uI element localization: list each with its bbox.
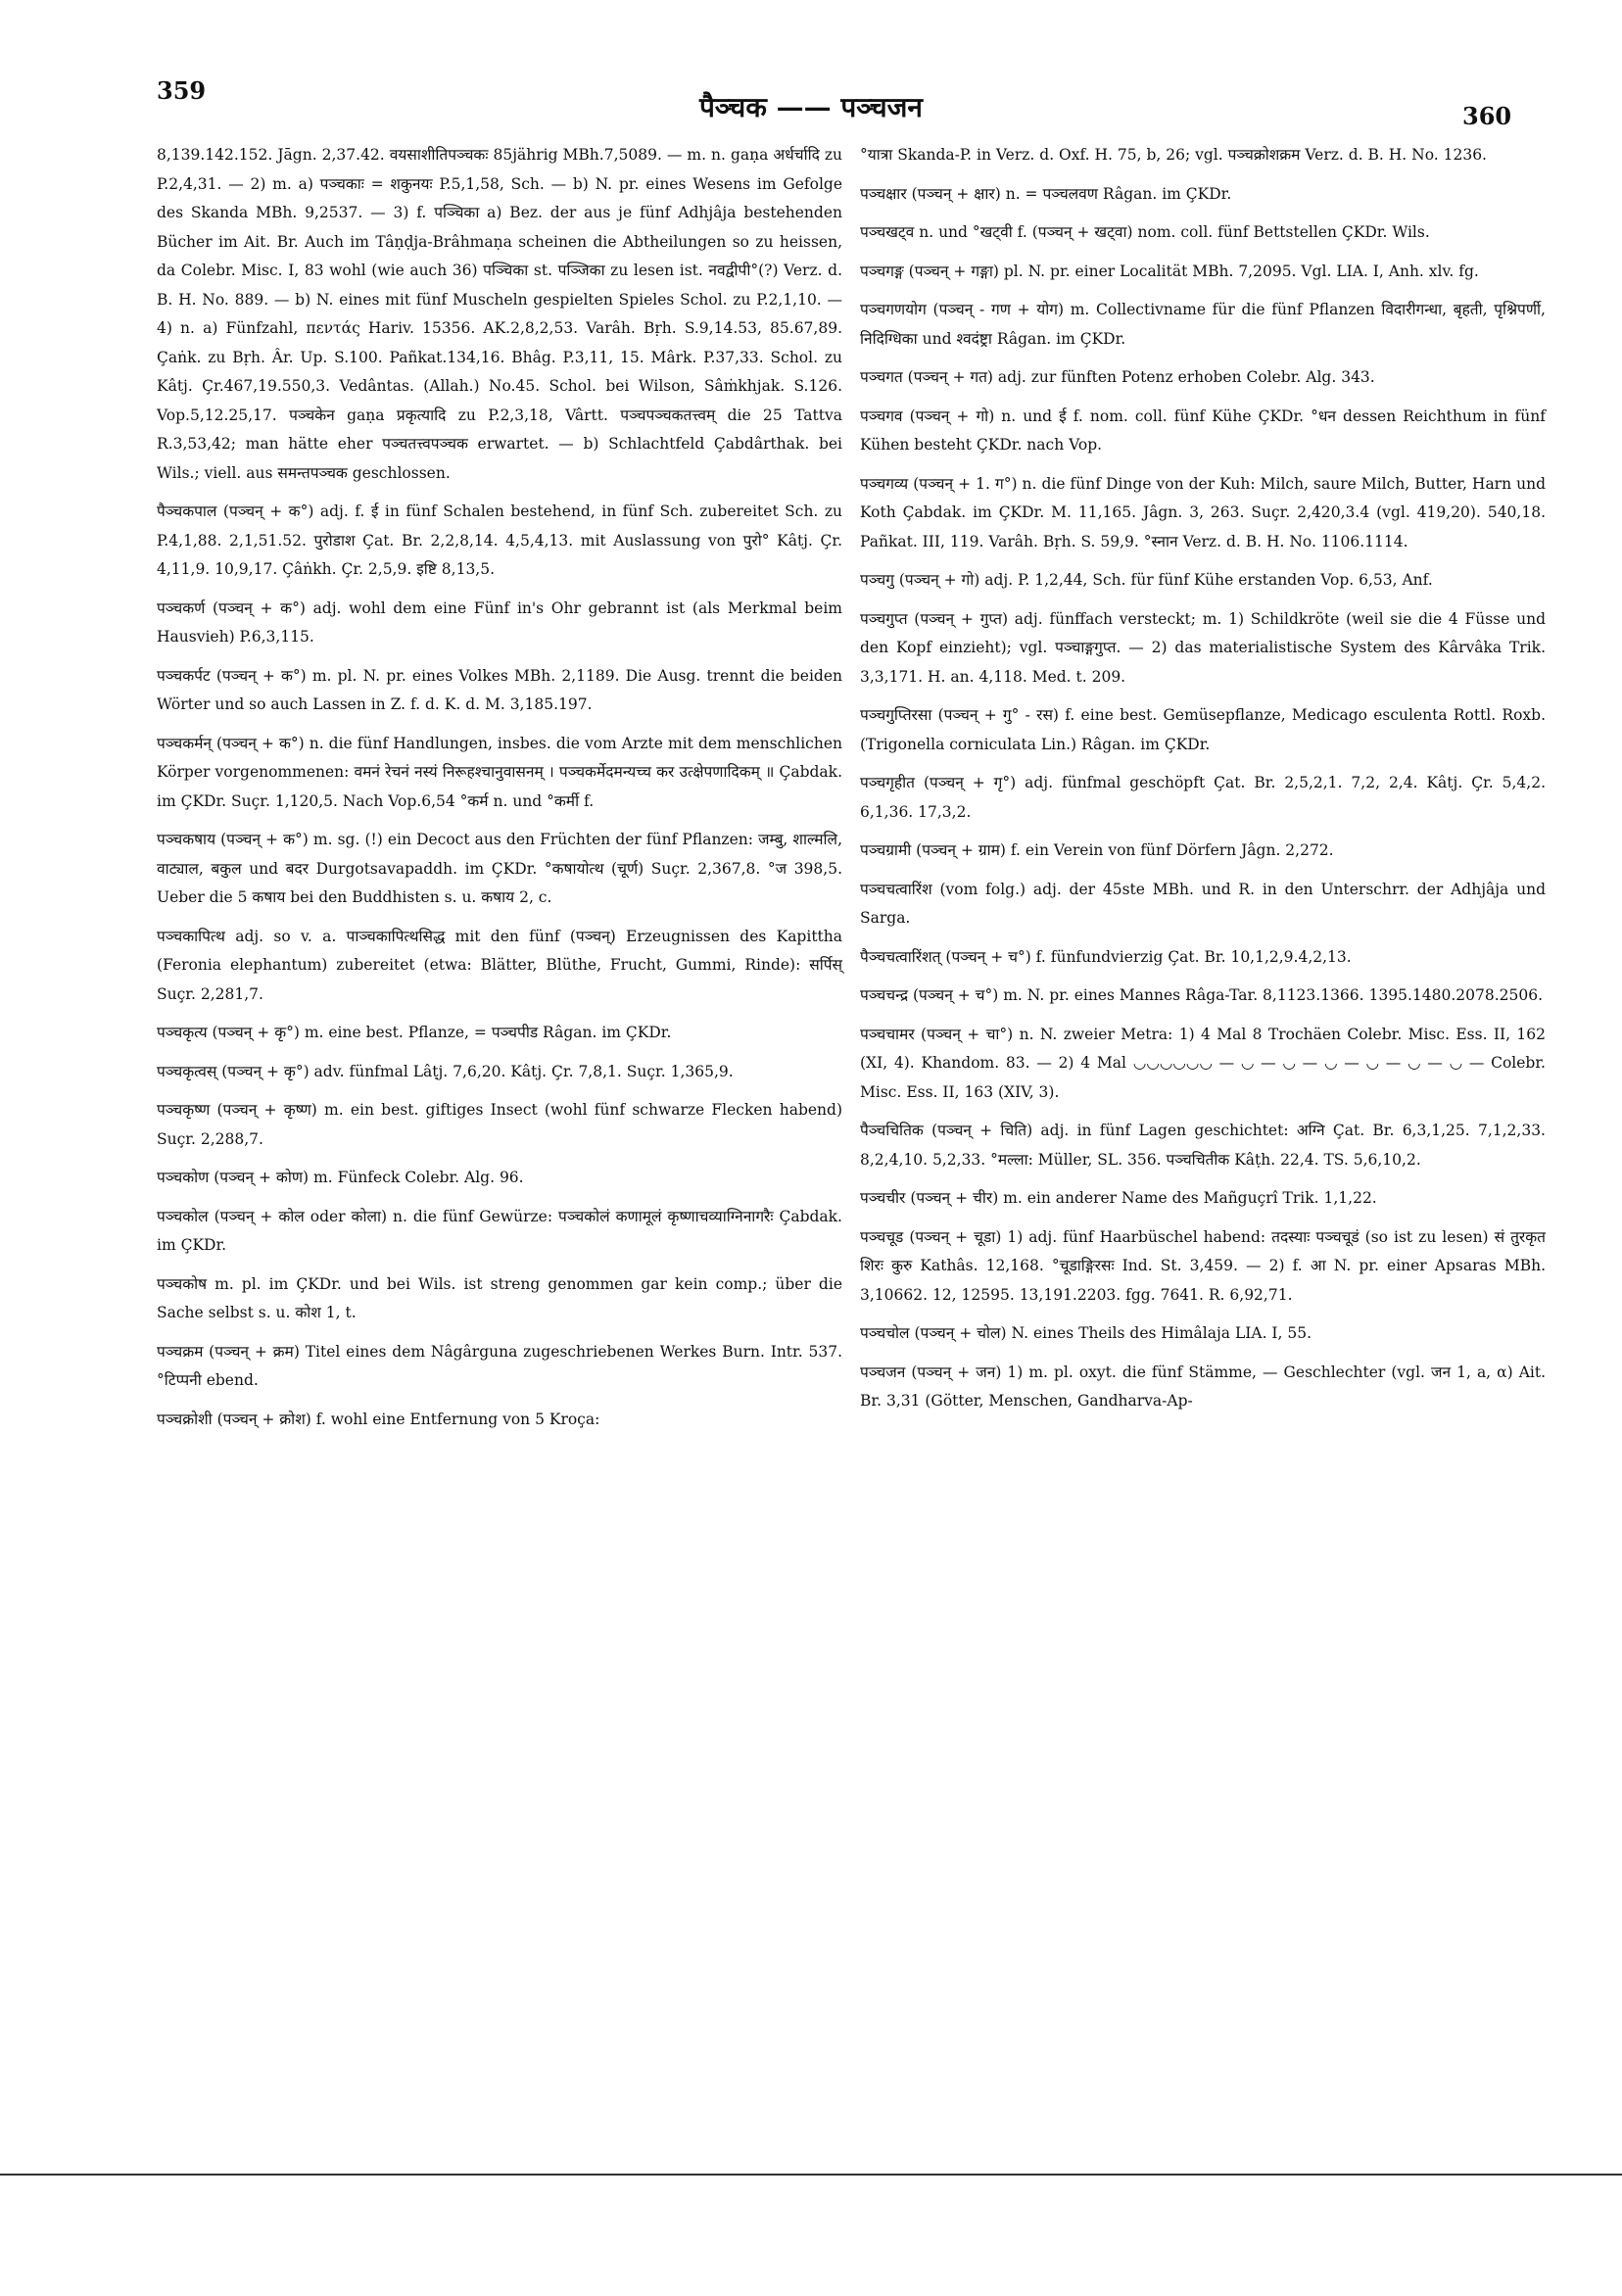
dictionary-entry: पञ्चचत्वारिंश (vom folg.) adj. der 45ste MBh. und R. in den Unterschrr. der Adhjâja und Sarga. — [860, 880, 1546, 927]
dictionary-entry: पञ्चगव्य (पञ्चन् + 1. ग°) n. die fünf Dinge von der Kuh: Milch, saure Milch, Butter, Harn und Koth Çabdak. im ÇKDr. M. 11,165. Jâgn. 3, 263. Suçr. 2,420,3.4 (vgl. 419,20). 540,18. Pañkat. III, 119. Varâh. Bṛh. S. 59,9. °स्नान Verz. d. B. H. No. 1106.1114. — [860, 474, 1546, 550]
dictionary-entry: पञ्चगणयोग (पञ्चन् - गण + योग) m. Collectivname für die fünf Pflanzen विदारीगन्धा, बृहती, पृश्निपर्णी, निदिग्धिका und श्वदंष्ट्रा Râgan. im ÇKDr. — [860, 301, 1546, 348]
dictionary-entry: पञ्चक्षार (पञ्चन् + क्षार) n. = पञ्चलवण Râgan. im ÇKDr. — [860, 184, 1232, 203]
dictionary-entry: पञ्चगृहीत (पञ्चन् + गृ°) adj. fünfmal geschöpft Çat. Br. 2,5,2,1. 7,2, 2,4. Kâtj. Çr. 5,4,2. 6,1,36. 17,3,2. — [860, 774, 1546, 821]
left-column — [157, 141, 842, 1444]
dictionary-entry: पञ्चक्रम (पञ्चन् + क्रम) Titel eines dem Nâgârguna zugeschriebenen Werkes Burn. Intr. 537. °टिप्पनी ebend. — [157, 1342, 842, 1389]
dictionary-entry: पञ्चगु (पञ्चन् + गो) adj. P. 1,2,44, Sch. für fünf Kühe erstanden Vop. 6,53, Anf. — [860, 571, 1433, 589]
dictionary-entry: 8,139.142.152. Jāgn. 2,37.42. वयसाशीतिपञ्चकः 85jährig MBh.7,5089. — m. n. gaṇa अर्धर्चादि zu P.2,4,31. — 2) m. a) पञ्चकाः = शकुनयः P.5,1,58, Sch. — b) N. pr. eines Wesens im Gefolge des Skanda MBh. 9,2537. — 3) f. पञ्चिका a) Bez. der aus je fünf Adhjâja bestehenden Bücher im Ait. Br. Auch im Tâṇḍja-Brâhmaṇa scheinen die Abtheilungen so zu heissen, da Colebr. Misc. I, 83 wohl (wie auch 36) पञ्चिका st. पञ्जिका zu lesen ist. नवद्वीपी°(?) Verz. d. B. H. No. 889. — b) N. eines mit fünf Muscheln gespielten Spieles Schol. zu P.2,1,10. — 4) n. a) Fünfzahl, πεντάς Hariv. 15356. AK.2,8,2,53. Varâh. Bṛh. S.9,14.53, 85.67,89. Çaṅk. zu Bṛh. Âr. Up. S.100. Pañkat.134,16. Bhâg. P.3,11, 15. Mârk. P.37,33. Schol. zu Kâtj. Çr.467,19.550,3. Vedântas. (Allah.) No.45. Schol. bei Wilson, Sâṁkhjak. S.126. Vop.5,12.25,17. पञ्चकेन gaṇa प्रकृत्यादि zu P.2,3,18, Vârtt. पञ्चपञ्चकतत्त्वम् die 25 Tattva R.3,53,42; man hätte eher पञ्चतत्त्वपञ्चक erwartet. — b) Schlachtfeld Çabdârthak. bei Wils.; viell. aus समन्तपञ्चक geschlossen. — [157, 146, 842, 482]
dictionary-entry: पञ्चकषाय (पञ्चन् + क°) m. sg. (!) ein Decoct aus den Früchten der fünf Pflanzen: जम्बु, शाल्मलि, वाट्याल, बकुल und बदर Durgotsavapaddh. im ÇKDr. °कषायोत्थ (चूर्ण) Suçr. 2,367,8. °ज 398,5. Ueber die 5 कषाय bei den Buddhisten s. u. कषाय 2, c. — [157, 831, 842, 906]
dictionary-entry: पञ्चचूड (पञ्चन् + चूडा) 1) adj. fünf Haarbüschel habend: तदस्याः पञ्चचूडं (so ist zu lesen) सं तुरकृत शिरः कुरु Kathâs. 12,168. °चूडाङ्गिरसः Ind. St. 3,459. — 2) f. आ N. pr. einer Apsaras MBh. 3,10662. 12, 12595. 13,191.2203. fgg. 7641. R. 6,92,71. — [860, 1227, 1546, 1304]
dictionary-entry: पैञ्चकपाल (पञ्चन् + क°) adj. f. ई in fünf Schalen bestehend, in fünf Sch. zubereitet Sch. zu P.4,1,88. 2,1,51.52. पुरोडाश Çat. Br. 2,2,8,14. 4,5,4,13. mit Auslassung von पुरो° Kâtj. Çr. 4,11,9. 10,9,17. Çâṅkh. Çr. 2,5,9. इष्टि 8,13,5. — [157, 502, 842, 578]
dictionary-entry: पञ्चकर्ण (पञ्चन् + क°) adj. wohl dem eine Fünf in's Ohr gebrannt ist (als Merkmal beim Hausvieh) P.6,3,115. — [157, 598, 842, 646]
dictionary-entry: पञ्चकोष m. pl. im ÇKDr. und bei Wils. ist streng genommen gar kein comp.; über die Sache selbst s. u. कोश 1, t. — [157, 1274, 842, 1321]
right-page-number: 360 — [1462, 102, 1512, 130]
dictionary-entry: पञ्चजन (पञ्चन् + जन) 1) m. pl. oxyt. die fünf Stämme, — Geschlechter (vgl. जन 1, a, α) Ait. Br. 3,31 (Götter, Menschen, Gandharva-Ap- — [860, 1363, 1546, 1410]
dictionary-entry: पैञ्चचत्वारिंशत् (पञ्चन् + च°) f. fünfundvierzig Çat. Br. 10,1,2,9.4,2,13. — [860, 947, 1352, 966]
dictionary-entry: पञ्चखट्व n. und °खट्वी f. (पञ्चन् + खट्वा) nom. coll. fünf Bettstellen ÇKDr. Wils. — [860, 223, 1430, 241]
dictionary-entry: पञ्चगुप्त (पञ्चन् + गुप्त) adj. fünffach versteckt; m. 1) Schildkröte (weil sie die 4 Füsse und den Kopf einzieht); vgl. पञ्चाङ्गगुप्त. — 2) das materialistische System des Kârvâka Trik. 3,3,171. H. an. 4,118. Med. t. 209. — [860, 609, 1546, 686]
running-head: पैञ्चक —— पञ्चजन — [699, 91, 923, 123]
dictionary-entry: °यात्रा Skanda-P. in Verz. d. Oxf. H. 75, b, 26; vgl. पञ्चक्रोशक्रम Verz. d. B. H. No. 1236. — [860, 146, 1487, 164]
dictionary-entry: पैञ्चचितिक (पञ्चन् + चिति) adj. in fünf Lagen geschichtet: अग्नि Çat. Br. 6,3,1,25. 7,1,2,33. 8,2,4,10. 5,2,33. °मल्ला: Müller, SL. 356. पञ्चचितीक Kâṭh. 22,4. TS. 5,6,10,2. — [860, 1122, 1546, 1169]
dictionary-entry: पञ्चग्रामी (पञ्चन् + ग्राम) f. ein Verein von fünf Dörfern Jâgn. 2,272. — [860, 841, 1334, 859]
dictionary-entry: पञ्चगङ्ग (पञ्चन् + गङ्गा) pl. N. pr. einer Localität MBh. 7,2095. Vgl. LIA. I, Anh. xlv. fg. — [860, 262, 1479, 280]
dictionary-entry: पञ्चगुप्तिरसा (पञ्चन् + गु° - रस) f. eine best. Gemüsepflanze, Medicago esculenta Rottl. Roxb. (Trigonella corniculata Lin.) Râgan. im ÇKDr. — [860, 706, 1546, 753]
dictionary-entry: पञ्चचन्द्र (पञ्चन् + च°) m. N. pr. eines Mannes Râga-Tar. 8,1123.1366. 1395.1480.2078.2506. — [860, 986, 1544, 1004]
dictionary-entry: पञ्चकापित्थ adj. so v. a. पाञ्चकापित्थसिद्ध mit den fünf (पञ्चन्) Erzeugnissen des Kapittha (Feronia elephantum) zubereitet (etwa: Blätter, Blüthe, Frucht, Gummi, Rinde): सर्पिस् Suçr. 2,281,7. — [157, 927, 842, 1003]
dictionary-entry: पञ्चकृत्य (पञ्चन् + कृ°) m. eine best. Pflanze, = पञ्चपीड Râgan. im ÇKDr. — [157, 1024, 672, 1041]
dictionary-entry: पञ्चकोण (पञ्चन् + कोण) m. Fünfeck Colebr. Alg. 96. — [157, 1169, 524, 1186]
dictionary-entry: पञ्चकर्मन् (पञ्चन् + क°) n. die fünf Handlungen, insbes. die vom Arzte mit dem menschlichen Körper vorgenommenen: वमनं रेचनं नस्यं निरूहश्चानुवासनम् । पञ्चकर्मेदमन्यच्च कर उत्क्षेपणादिकम् ॥ Çabdak. im ÇKDr. Suçr. 1,120,5. Nach Vop.6,54 °कर्म n. und °कर्मी f. — [157, 734, 842, 810]
dictionary-entry: पञ्चचोल (पञ्चन् + चोल) N. eines Theils des Himâlaja LIA. I, 55. — [860, 1324, 1312, 1342]
dictionary-entry: पञ्चचीर (पञ्चन् + चीर) m. ein anderer Name des Mañguçrî Trik. 1,1,22. — [860, 1189, 1377, 1207]
dictionary-entry: पञ्चक्रोशी (पञ्चन् + क्रोश) f. wohl eine Entfernung von 5 Kroça: — [157, 1410, 600, 1428]
right-column — [860, 141, 1546, 1426]
dictionary-entry: पञ्चकर्पट (पञ्चन् + क°) m. pl. N. pr. eines Volkes MBh. 2,1189. Die Ausg. trennt die beiden Wörter und so auch Lassen in Z. f. d. K. d. M. 3,185.197. — [157, 666, 842, 713]
dictionary-entry: पञ्चकृष्ण (पञ्चन् + कृष्ण) m. ein best. giftiges Insect (wohl fünf schwarze Flecken habend) Suçr. 2,288,7. — [157, 1101, 842, 1148]
dictionary-entry: पञ्चकृत्वस् (पञ्चन् + कृ°) adv. fünfmal Lâṭj. 7,6,20. Kâtj. Çr. 7,8,1. Suçr. 1,365,9. — [157, 1062, 734, 1080]
footer-rule — [0, 2174, 1622, 2176]
dictionary-entry: पञ्चकोल (पञ्चन् + कोल oder कोला) n. die fünf Gewürze: पञ्चकोलं कणामूलं कृष्णाचव्याग्निनागरैः Çabdak. im ÇKDr. — [157, 1207, 842, 1254]
dictionary-entry: पञ्चचामर (पञ्चन् + चा°) n. N. zweier Metra: 1) 4 Mal 8 Trochäen Colebr. Misc. Ess. II, 162 (XI, 4). Khandom. 83. — 2) 4 Mal ◡◡◡◡◡◡ — ◡ — ◡ — ◡ — ◡ — ◡ — ◡ — Colebr. Misc. Ess. II, 163 (XIV, 3). — [860, 1025, 1546, 1101]
dictionary-entry: पञ्चगत (पञ्चन् + गत) adj. zur fünften Potenz erhoben Colebr. Alg. 343. — [860, 368, 1375, 386]
dictionary-entry: पञ्चगव (पञ्चन् + गो) n. und ई f. nom. coll. fünf Kühe ÇKDr. °धन dessen Reichthum in fünf Kühen besteht ÇKDr. nach Vop. — [860, 407, 1546, 454]
left-page-number: 359 — [157, 76, 207, 105]
